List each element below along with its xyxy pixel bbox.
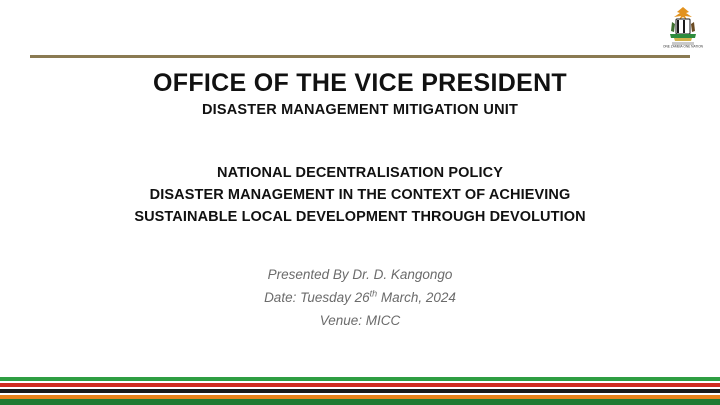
slide-content: [0, 70, 720, 333]
page-subtitle: DISASTER MANAGEMENT MITIGATION UNIT: [201, 101, 519, 118]
venue-line: Venue: MICC: [319, 313, 401, 329]
footer-color-bands: [0, 377, 720, 405]
date-prefix: Date: Tuesday 26: [264, 290, 370, 306]
policy-line-2: DISASTER MANAGEMENT IN THE CONTEXT OF ACHIEVING: [149, 186, 571, 203]
date-suffix: March, 2024: [377, 290, 456, 306]
band-dark-green: [0, 399, 720, 405]
band-red: [0, 383, 720, 387]
header-divider: [30, 55, 690, 58]
zambia-coat-of-arms-icon: [662, 4, 704, 48]
date-ordinal: th: [369, 288, 378, 299]
date-line: [0, 286, 720, 309]
svg-text:ONE ZAMBIA ONE NATION: ONE ZAMBIA ONE NATION: [663, 44, 703, 48]
policy-line-1: NATIONAL DECENTRALISATION POLICY: [217, 164, 503, 181]
page-title: OFFICE OF THE VICE PRESIDENT: [153, 69, 567, 97]
presenter-block: [0, 263, 720, 333]
band-black: [0, 389, 720, 393]
policy-heading-block: [0, 162, 720, 229]
presented-by-line: Presented By Dr. D. Kangongo: [267, 266, 453, 282]
band-green: [0, 377, 720, 381]
policy-line-3: SUSTAINABLE LOCAL DEVELOPMENT THROUGH DEVOLUTION: [134, 209, 586, 226]
